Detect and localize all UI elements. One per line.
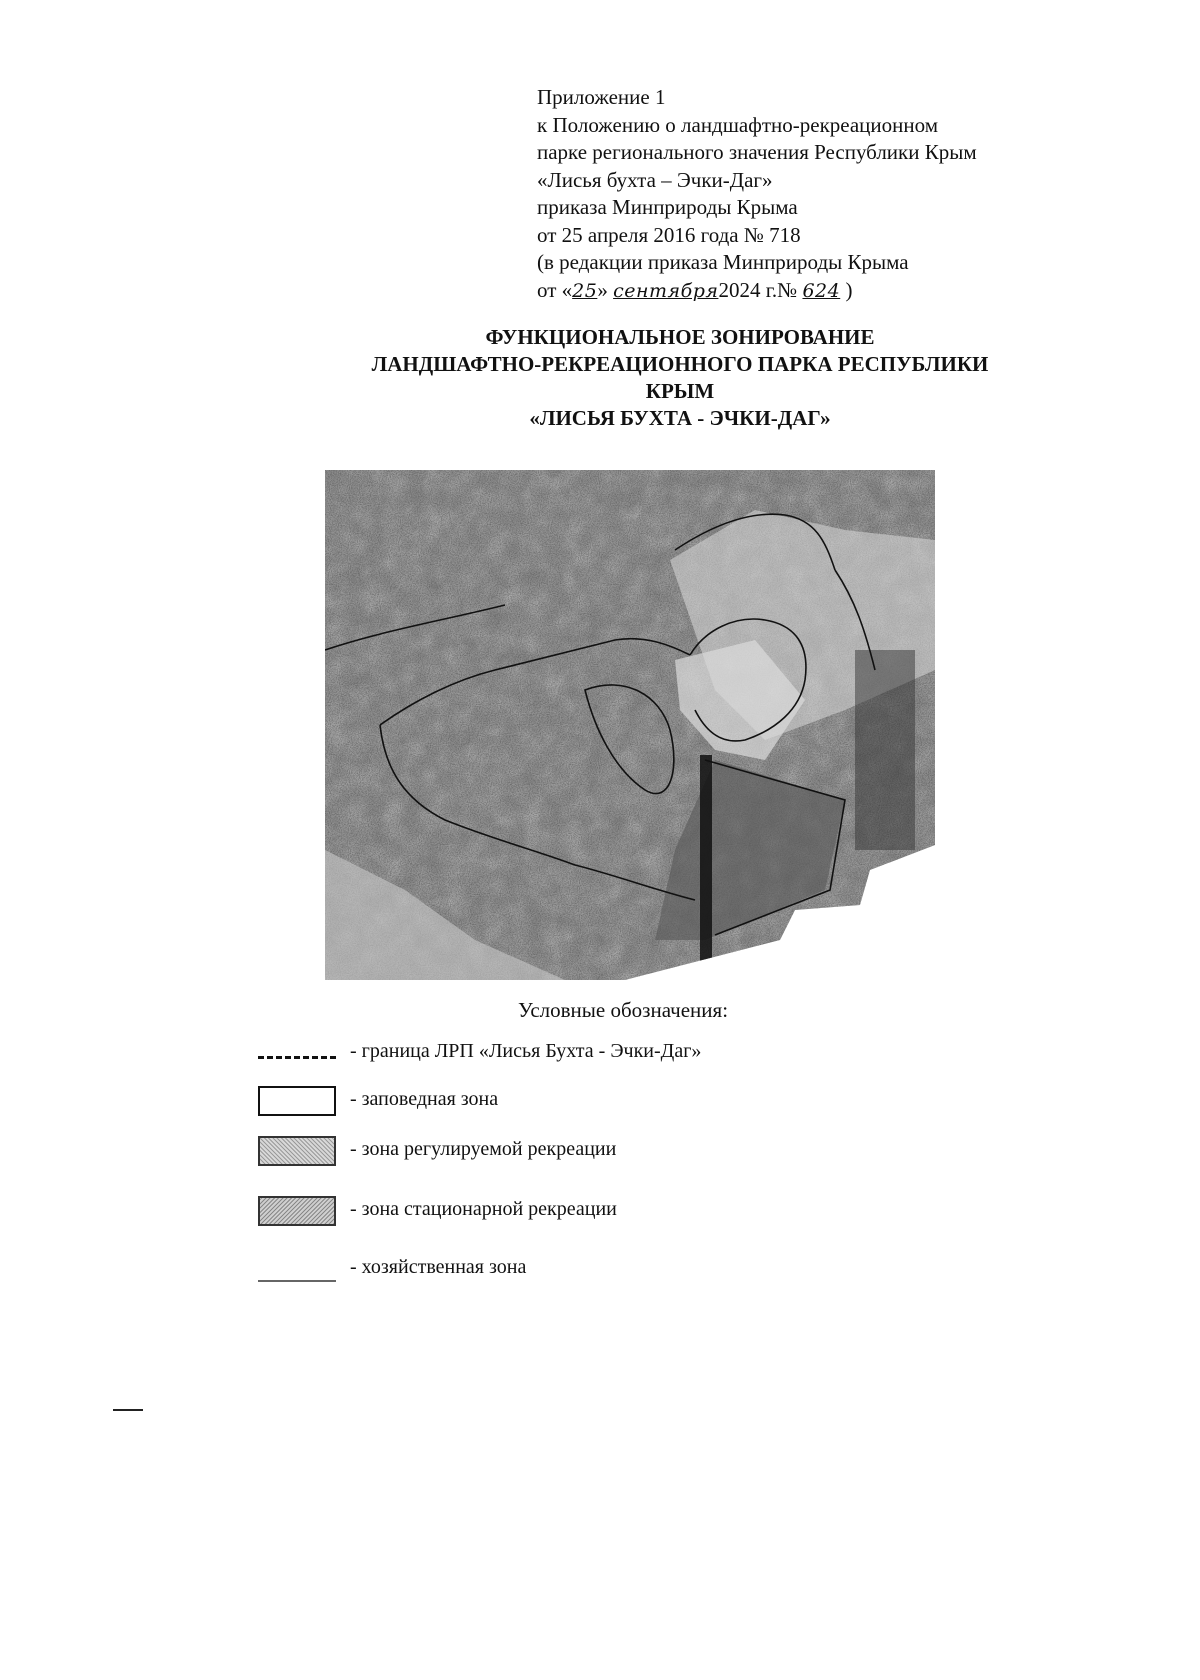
- satellite-image: [325, 470, 935, 980]
- annex-line: (в редакции приказа Минприроды Крыма: [537, 250, 909, 274]
- legend-heading: Условные обозначения:: [518, 998, 729, 1022]
- title-line: ФУНКЦИОНАЛЬНОЕ ЗОНИРОВАНИЕ: [485, 325, 875, 349]
- annex-edition-line: [537, 277, 1177, 306]
- handwritten-month: сентября: [613, 279, 719, 302]
- legend-item-stationary: [258, 1196, 818, 1236]
- legend-label: - хозяйственная зона: [350, 1256, 527, 1278]
- legend-label: - зона стационарной рекреации: [350, 1198, 617, 1220]
- faint-box-icon: [258, 1280, 336, 1282]
- legend-label: - заповедная зона: [350, 1088, 499, 1110]
- edition-suffix: ): [845, 277, 853, 302]
- hatched-box-icon: [258, 1136, 336, 1166]
- title-line: ЛАНДШАФТНО-РЕКРЕАЦИОННОГО ПАРКА РЕСПУБЛИКИ: [371, 352, 989, 376]
- annex-line: от 25 апреля 2016 года № 718: [537, 222, 801, 247]
- legend-label: - зона регулируемой рекреации: [350, 1138, 617, 1160]
- margin-mark: [113, 1409, 143, 1411]
- handwritten-number: 624: [802, 279, 841, 302]
- document-title: [300, 324, 1060, 432]
- annex-line: приказа Минприроды Крыма: [537, 195, 798, 219]
- legend-item-boundary: [258, 1040, 818, 1080]
- legend-item-regulated: [258, 1136, 818, 1176]
- zoning-map: [325, 470, 935, 980]
- annex-line: парке регионального значения Республики Крым: [537, 140, 977, 164]
- empty-box-icon: [258, 1086, 336, 1116]
- edition-mid: »: [597, 277, 608, 302]
- annex-line: Приложение 1: [537, 85, 666, 109]
- title-line: «ЛИСЬЯ БУХТА - ЭЧКИ-ДАГ»: [529, 406, 831, 430]
- legend-item-reserve: [258, 1086, 818, 1126]
- handwritten-day: 25: [572, 279, 598, 302]
- title-line: КРЫМ: [645, 379, 715, 403]
- dashed-line-icon: [258, 1056, 336, 1059]
- annex-header: [537, 84, 1177, 305]
- edition-year: 2024 г.№: [718, 277, 798, 302]
- edition-prefix: от «: [537, 277, 573, 302]
- legend-item-economic: [258, 1254, 818, 1294]
- annex-line: к Положению о ландшафтно-рекреационном: [537, 112, 939, 137]
- legend-label: - граница ЛРП «Лисья Бухта - Эчки-Даг»: [350, 1040, 702, 1062]
- hatched-box-icon: [258, 1196, 336, 1226]
- annex-line: «Лисья бухта – Эчки-Даг»: [537, 167, 773, 192]
